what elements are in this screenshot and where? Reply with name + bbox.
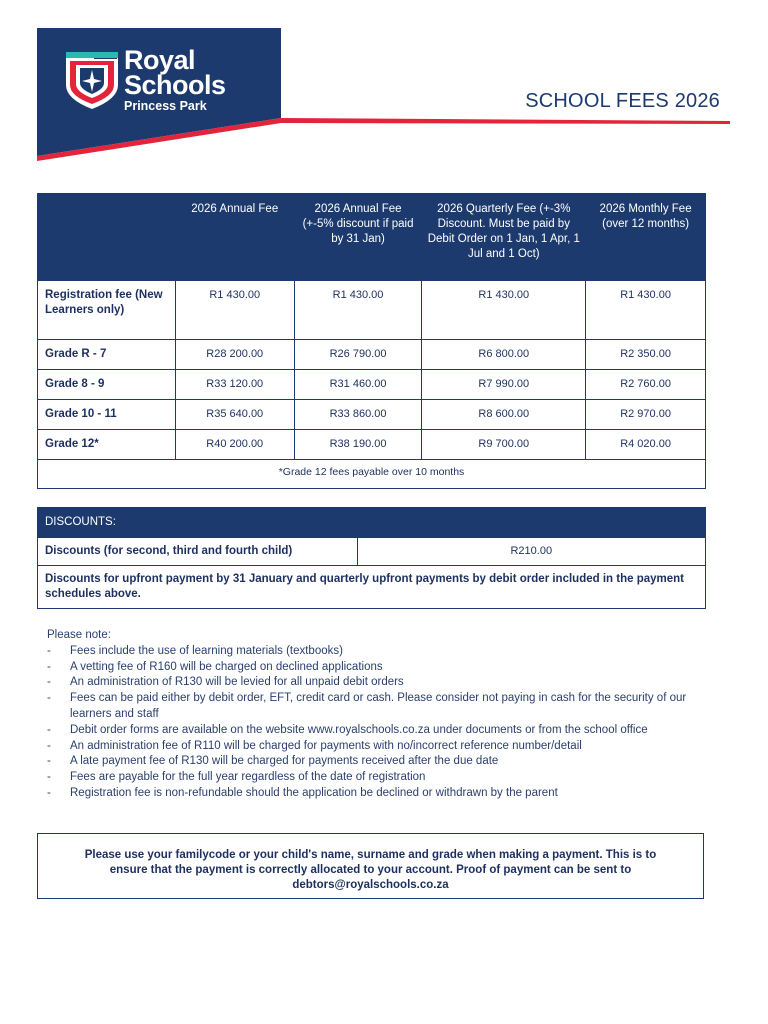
fee-cell: R7 990.00	[422, 370, 586, 400]
logo-line-royal: Royal	[124, 45, 196, 75]
row-label: Grade 12*	[38, 430, 176, 460]
discounts-table	[37, 507, 706, 609]
fees-header-cell: 2026 Annual Fee	[175, 194, 294, 281]
note-text: An administration fee of R110 will be charged for payments with no/incorrect reference number/detail	[70, 739, 582, 752]
row-label: Registration fee (New Learners only)	[38, 281, 176, 340]
row-label: Grade 8 - 9	[38, 370, 176, 400]
logo-line-campus: Princess Park	[124, 99, 207, 113]
list-item: - A vetting fee of R160 will be charged on declined applications	[47, 660, 383, 673]
fee-cell: R26 790.00	[294, 340, 422, 370]
note-text: Fees are payable for the full year regardless of the date of registration	[70, 771, 426, 784]
fee-cell: R2 760.00	[586, 370, 706, 400]
fee-cell: R6 800.00	[422, 340, 586, 370]
fee-cell: R38 190.00	[294, 430, 422, 460]
list-item: - A late payment fee of R130 will be charged for payments received after the due date	[47, 755, 499, 768]
row-label: Grade 10 - 11	[38, 400, 176, 430]
fee-cell: R9 700.00	[422, 430, 586, 460]
notes-section	[47, 628, 697, 802]
fee-cell: R33 860.00	[294, 400, 422, 430]
sibling-discount-amount: R210.00	[357, 538, 705, 566]
table-row	[38, 400, 706, 430]
notes-list	[47, 644, 697, 802]
fee-cell: R8 600.00	[422, 400, 586, 430]
row-label: Grade R - 7	[38, 340, 176, 370]
note-text: An administration of R130 will be levied for all unpaid debit orders	[70, 676, 404, 689]
fee-cell: R28 200.00	[175, 340, 294, 370]
fee-cell: R40 200.00	[175, 430, 294, 460]
fee-cell: R4 020.00	[586, 430, 706, 460]
fee-cell: R1 430.00	[294, 281, 422, 340]
fees-note-row	[38, 460, 706, 489]
fee-cell: R35 640.00	[175, 400, 294, 430]
fee-cell: R1 430.00	[422, 281, 586, 340]
grade12-note: *Grade 12 fees payable over 10 months	[38, 460, 706, 489]
logo-line-schools: Schools	[124, 70, 226, 100]
fees-header-cell: 2026 Monthly Fee (over 12 months)	[586, 194, 706, 281]
list-item: - Debit order forms are available on the website www.royalschools.co.za under documents or from the school office	[47, 723, 648, 736]
notes-heading: Please note:	[47, 629, 111, 641]
table-row	[38, 430, 706, 460]
fees-header-row	[38, 194, 706, 281]
note-text: Registration fee is non-refundable should the application be declined or withdrawn by the parent	[70, 786, 558, 799]
fee-cell: R2 350.00	[586, 340, 706, 370]
list-item: - An administration of R130 will be levied for all unpaid debit orders	[47, 676, 404, 689]
table-row	[38, 281, 706, 340]
note-text: Fees can be paid either by debit order, EFT, credit card or cash. Please consider not paying in cash for the security of our learners and staff	[70, 692, 687, 720]
fee-cell: R33 120.00	[175, 370, 294, 400]
table-row	[38, 370, 706, 400]
fee-cell: R1 430.00	[175, 281, 294, 340]
table-row	[38, 340, 706, 370]
list-item: - Fees include the use of learning materials (textbooks)	[47, 644, 343, 657]
note-text: A late payment fee of R130 will be charged for payments received after the due date	[70, 755, 499, 768]
header-banner	[0, 0, 768, 170]
fee-cell: R31 460.00	[294, 370, 422, 400]
note-text: Fees include the use of learning materials (textbooks)	[70, 644, 343, 657]
note-text: A vetting fee of R160 will be charged on declined applications	[70, 660, 383, 673]
list-item: - Registration fee is non-refundable should the application be declined or withdrawn by the parent	[47, 786, 558, 799]
fee-cell: R1 430.00	[586, 281, 706, 340]
fees-header-cell: 2026 Annual Fee (+-5% discount if paid by 31 Jan)	[294, 194, 422, 281]
fees-table	[37, 193, 706, 489]
upfront-discount-text: Discounts for upfront payment by 31 January and quarterly upfront payments by debit order included in the payment schedules above.	[38, 566, 706, 609]
list-item: - Fees can be paid either by debit order, EFT, credit card or cash. Please consider not paying in cash for the security of our learners and staff	[47, 692, 687, 720]
discounts-header: DISCOUNTS:	[38, 508, 706, 538]
school-logo-text	[124, 45, 226, 114]
list-item: - Fees are payable for the full year regardless of the date of registration	[47, 771, 426, 784]
page-title: SCHOOL FEES 2026	[525, 90, 720, 112]
fee-cell: R2 970.00	[586, 400, 706, 430]
fees-header-cell: 2026 Quarterly Fee (+-3% Discount. Must be paid by Debit Order on 1 Jan, 1 Apr, 1 Jul and 1 Oct)	[422, 194, 586, 281]
note-text: Debit order forms are available on the website www.royalschools.co.za under documents or from the school office	[70, 723, 648, 736]
sibling-discount-label: Discounts (for second, third and fourth child)	[38, 538, 358, 566]
list-item: - An administration fee of R110 will be charged for payments with no/incorrect reference number/detail	[47, 739, 582, 752]
payment-reference-notice: Please use your familycode or your child's name, surname and grade when making a payment. This is to ensure that the payment is correctly allocated to your account. Proof of payment can be sent to debtors@royalschools.co.za	[37, 833, 704, 899]
fees-header-cell	[38, 194, 176, 281]
